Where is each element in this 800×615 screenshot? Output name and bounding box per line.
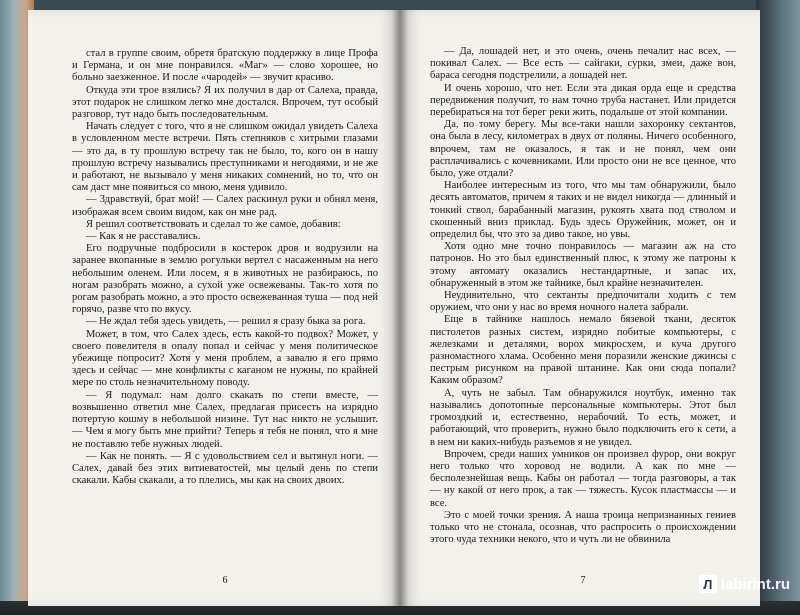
- paragraph: Наиболее интересным из того, что мы там обнаружили, было десять автоматов, причем я таких и не видел никогда — длинный и тонкий ствол, барабанный магазин, рукоять хвата под стволом и скошенный вниз приклад. Будь здесь Оружейник, может, он и определил бы, что это за диво такое, но увы.: [430, 180, 736, 241]
- right-page: [400, 10, 760, 606]
- paragraph: Откуда эти трое взялись? Я их получил в дар от Салеха, правда, этот подарок не слишком легко мне достался. Впрочем, тут особый разговор, тут надо быть последовательным.: [72, 84, 378, 121]
- book-cover-right-edge: [756, 0, 800, 615]
- paragraph: — Здравствуй, брат мой! — Салех раскинул руки и обнял меня, изображая всем своим видом, как он мне рад.: [72, 194, 378, 218]
- paragraph: Я решил соответствовать и сделал то же самое, добавив:: [86, 218, 341, 230]
- paragraph: Неудивительно, что сектанты предпочитали ходить с тем оружием, что они у нас во время ночного налета забрали.: [430, 290, 736, 314]
- labirint-logo-icon: Л: [699, 575, 717, 593]
- page-number-left: 6: [222, 575, 228, 586]
- left-page: [28, 10, 400, 606]
- paragraph: И очень хорошо, что нет. Если эта дикая орда еще и средства передвижения получит, то нам точно труба настанет. Или придется перебираться на тот берег реки жить, подальше от этой компании.: [430, 82, 736, 119]
- paragraph: Это с моей точки зрения. А наша троица непризнанных гениев только что не стонала, осознав, что распросить о происхождении этого чуда техники некого, что и чуть ли не обвинила: [430, 509, 736, 546]
- paragraph: — Как не понять. — Я с удовольствием сел и вытянул ноги. — Салех, давай без этих витиеватостей, мы целый день по степи скакали. Кабы скакали, а то плелись, мы как на своих двоих.: [72, 450, 378, 487]
- paragraph: Начать следует с того, что я не слишком ожидал увидеть Салеха в условленном месте встречи. Пять степняков с хитрыми глазами — это да, в ту прошлую встречу так не было, то, кого он в нашу прошлую встречу назывались преступниками и негодяями, и не же и работают, не вызывало у меня никаких сомнений, но то, что он сам даст мне появиться со мною, меня удивило.: [72, 121, 378, 194]
- paragraph: Да, по тому берегу. Мы все-таки нашли захоронку сектантов, она была в лесу, километрах в двух от поляны. Ничего особенного, впрочем, там не оказалось, я так и не понял, чем они расплачивались с кочевниками. Или просто они не все ценное, что было, уже отдали?: [430, 119, 736, 180]
- paragraph: — Да, лошадей нет, и это очень, очень печалит нас всех, — покивал Салех. — Все есть — сайгаки, сурки, змеи, даже вон, бараса сегодня подстрелили, а лошадей нет.: [430, 46, 736, 82]
- watermark-text: labirint.ru: [720, 575, 790, 593]
- left-page-text: [72, 48, 378, 560]
- paragraph: — Я подумал: нам долго скакать по степи вместе, — возвышенно ответил мне Салех, предлагая присесть на изрядно потертую кошму в небольшой низине. Тут нас никто не услышит. — Чем я могу быть мне прийти? Теперь я тебя не понял, что я мне не поставлю тебе нужных людей.: [72, 389, 378, 450]
- page-number-right: 7: [580, 575, 586, 586]
- paragraph: Впрочем, среди наших умников он произвел фурор, они вокруг него только что хоровод не водили. А как по мне — бесполезнейшая вещь. Кабы он работал — тогда разговоры, а так — ну какой от него прок, а так — тяжесть. Кусок пластмассы — и все.: [430, 448, 736, 509]
- paragraph: Может, в том, что Салех здесь, есть какой-то подвох? Может, у своего повелителя в опалу попал и сейчас у меня политическое убежище попросит? Хотя у меня проблем, а завалю я его прямо здесь и сейчас — мне конфликты с каганом не нужны, по крайней мере по столь незначительному поводу.: [72, 328, 378, 389]
- paragraph: стал в группе своим, обретя братскую поддержку в лице Профа и Германа, и он мне понравился. «Маг» — слово хорошее, но больно заезженное. И после «чародей» — звучит красиво.: [72, 48, 378, 84]
- right-page-text: [430, 46, 736, 558]
- paragraph: — Не ждал тебя здесь увидеть, — решил я сразу быка за рога.: [86, 316, 366, 328]
- watermark: [699, 575, 790, 593]
- paragraph: Хотя одно мне точно понравилось — магазин аж на сто патронов. Но это был единственный плюс, к этому же патроны к этому автомату оказались нестандартные, и запас их, обнаруженный в этом же тайнике, был крайне незначителен.: [430, 241, 736, 289]
- paragraph: А, чуть не забыл. Там обнаружился ноутбук, именно так назывались допотопные персональные компьютеры. Этот был громоздкий и, естественно, нерабочий. То есть, может, и работающий, что проверить, нужно было подключить его к сети, а в нем ни каких-нибудь разъемов я не увидел.: [430, 387, 736, 448]
- paragraph: — Как я не расставались.: [86, 231, 201, 243]
- book-gutter-shadow: [392, 10, 408, 606]
- paragraph: Еще в тайнике нашлось немало бязевой ткани, десяток пистолетов разных систем, изрядно побитые компьютеры, с железками и деталями, ворох микросхем, и куча другого разномастного хлама. Особенно меня поразили женские джинсы с пестрым рисунком на правой штанине. Как они сюда попали? Каким образом?: [430, 314, 736, 387]
- paragraph: Его подручные подбросили в костерок дров и водрузили на заранее вкопанные в землю рогульки вертел с насаженным на него небольшим оленем. Или лосем, я в животных не разбираюсь, по ногам разобрать можно, а сухой уже освежеваны. Так-то хотя по рогам разобрать можно, а это просто освежеванная туша — под ней горячо, разве что по вкусу.: [72, 243, 378, 316]
